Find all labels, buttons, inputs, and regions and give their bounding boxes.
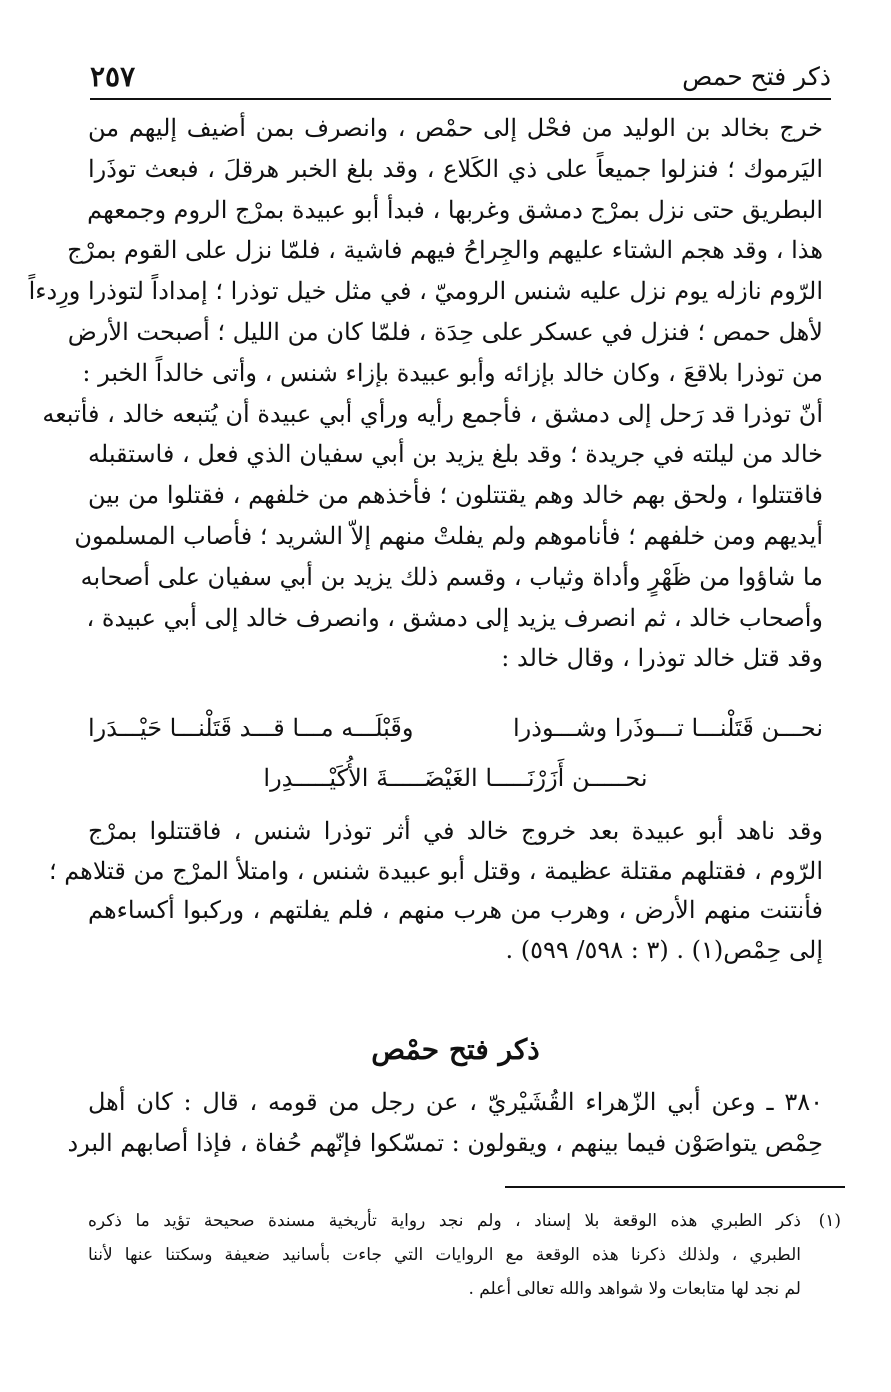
poem-verse — [88, 714, 823, 754]
body-line: وقد قتل خالد توذرا ، وقال خالد : — [501, 644, 823, 673]
footnote-marker: (١) — [818, 1211, 841, 1231]
continuation-paragraph — [48, 812, 823, 970]
body-line: ٣٨٠ ـ وعن أبي الزّهراء القُشَيْريّ ، عن رجل من قومه ، قال : كان أهل — [88, 1088, 823, 1116]
section-heading: ذكر فتح حمْص — [371, 1033, 540, 1066]
body-line: فاقتتلوا ، ولحق بهم خالد وهم يقتتلون ؛ فأخذهم من خلفهم ، فقتلوا من بين — [88, 481, 823, 510]
footnote-text — [88, 1204, 801, 1306]
body-line: لأهل حمص ؛ فنزل في عسكر على حِدَة ، فلمّا كان من الليل ؛ أصبحت الأرض — [67, 317, 823, 346]
section-paragraph — [67, 1082, 823, 1164]
body-line: وقد ناهد أبو عبيدة بعد خروج خالد في أثر توذرا شنس ، فاقتتلوا بمرْج — [88, 817, 823, 845]
body-line: إلى حِمْص(١) . (٣ : ٥٩٨/ ٥٩٩) . — [505, 935, 823, 964]
body-line: هذا ، وقد هجم الشتاء عليهم والجِراحُ فيهم فاشية ، فلمّا نزل على القوم بمرْج — [67, 236, 823, 265]
footnote-line: ذكر الطبري هذه الوقعة بلا إسناد ، ولم نجد رواية تأريخية مسندة صحيحة تؤيد ما ذكره — [88, 1211, 801, 1231]
body-line: خرج بخالد بن الوليد من فحْل إلى حمْص ، وانصرف بمن أضيف إليهم من — [88, 114, 823, 142]
body-line: خالد من ليلته في جريدة ؛ وقد بلغ يزيد بن أبي سفيان الذي فعل ، فاستقبله — [88, 440, 823, 469]
running-title: ذكر فتح حمص — [682, 62, 831, 91]
body-line: من توذرا بلاقعَ ، وكان خالد بإزائه وأبو عبيدة بإزاء شنس ، وأتى خالداً الخبر : — [82, 358, 823, 387]
body-line: الرّوم نازله يوم نزل عليه شنس الروميّ ، في مثل خيل توذرا ؛ إمداداً لتوذرا ورِدءاً — [28, 277, 823, 306]
poem — [88, 712, 823, 812]
body-line: أيديهم ومن خلفهم ؛ فأناموهم ولم يفلتْ منهم إلاّ الشريد ؛ فأصاب المسلمون — [74, 521, 823, 550]
main-paragraph — [28, 108, 823, 679]
running-header — [90, 60, 831, 100]
header-rule — [90, 98, 831, 100]
body-line: الرّوم ، فقتلهم مقتلة عظيمة ، وقتل أبو عبيدة شنس ، وامتلأ المرْج من قتلاهم ؛ — [48, 856, 823, 885]
footnote-line: لم نجد لها متابعات ولا شواهد والله تعالى أعلم . — [468, 1279, 801, 1299]
footnote-line: الطبري ، ولذلك ذكرنا هذه الوقعة مع الروايات التي جاءت بأسانيد ضعيفة وسكتنا عنها لأننا — [88, 1245, 801, 1265]
verse-first-hemistich: نحـــن قَتَلْنـــا تـــوذَرا وشـــوذرا — [513, 714, 823, 742]
body-line: وأصحاب خالد ، ثم انصرف يزيد إلى دمشق ، وانصرف خالد إلى أبي عبيدة ، — [86, 603, 823, 632]
verse-single-hemistich: نحـــــن أَزَرْنَـــــا الغَيْضَـــــةَ الأُكَيْـــــدِرا — [263, 764, 648, 792]
body-line: فأنتنت منهم الأرض ، وهرب من هرب منهم ، فلم يفلتهم ، وركبوا أكساءهم — [88, 896, 823, 924]
page-number: ٢٥٧ — [90, 60, 136, 93]
body-line: حِمْص يتواصَوْن فيما بينهم ، ويقولون : تمسّكوا فإنّهم حُفاة ، فإذا أصابهم البرد — [67, 1129, 823, 1157]
verse-second-hemistich: وقَبْلَـــه مـــا قـــد قَتَلْنـــا حَيْـــدَرا — [88, 714, 414, 742]
body-line: اليَرموك ؛ فنزلوا جميعاً على ذي الكَلاع ، وقد بلغ الخبر هرقلَ ، فبعث توذَرا — [88, 154, 823, 183]
footnote-rule — [505, 1186, 845, 1188]
body-line: أنّ توذرا قد رَحل إلى دمشق ، فأجمع رأيه ورأي أبي عبيدة أن يُتبعه خالد ، فأتبعه — [42, 399, 823, 428]
poem-verse — [88, 764, 823, 804]
body-line: البطريق حتى نزل بمرْج دمشق وغربها ، فبدأ أبو عبيدة بمرْج الروم وجمعهم — [87, 195, 823, 224]
body-line: ما شاؤوا من ظَهْرٍ وأداة وثياب ، وقسم ذلك يزيد بن أبي سفيان على أصحابه — [80, 562, 823, 591]
